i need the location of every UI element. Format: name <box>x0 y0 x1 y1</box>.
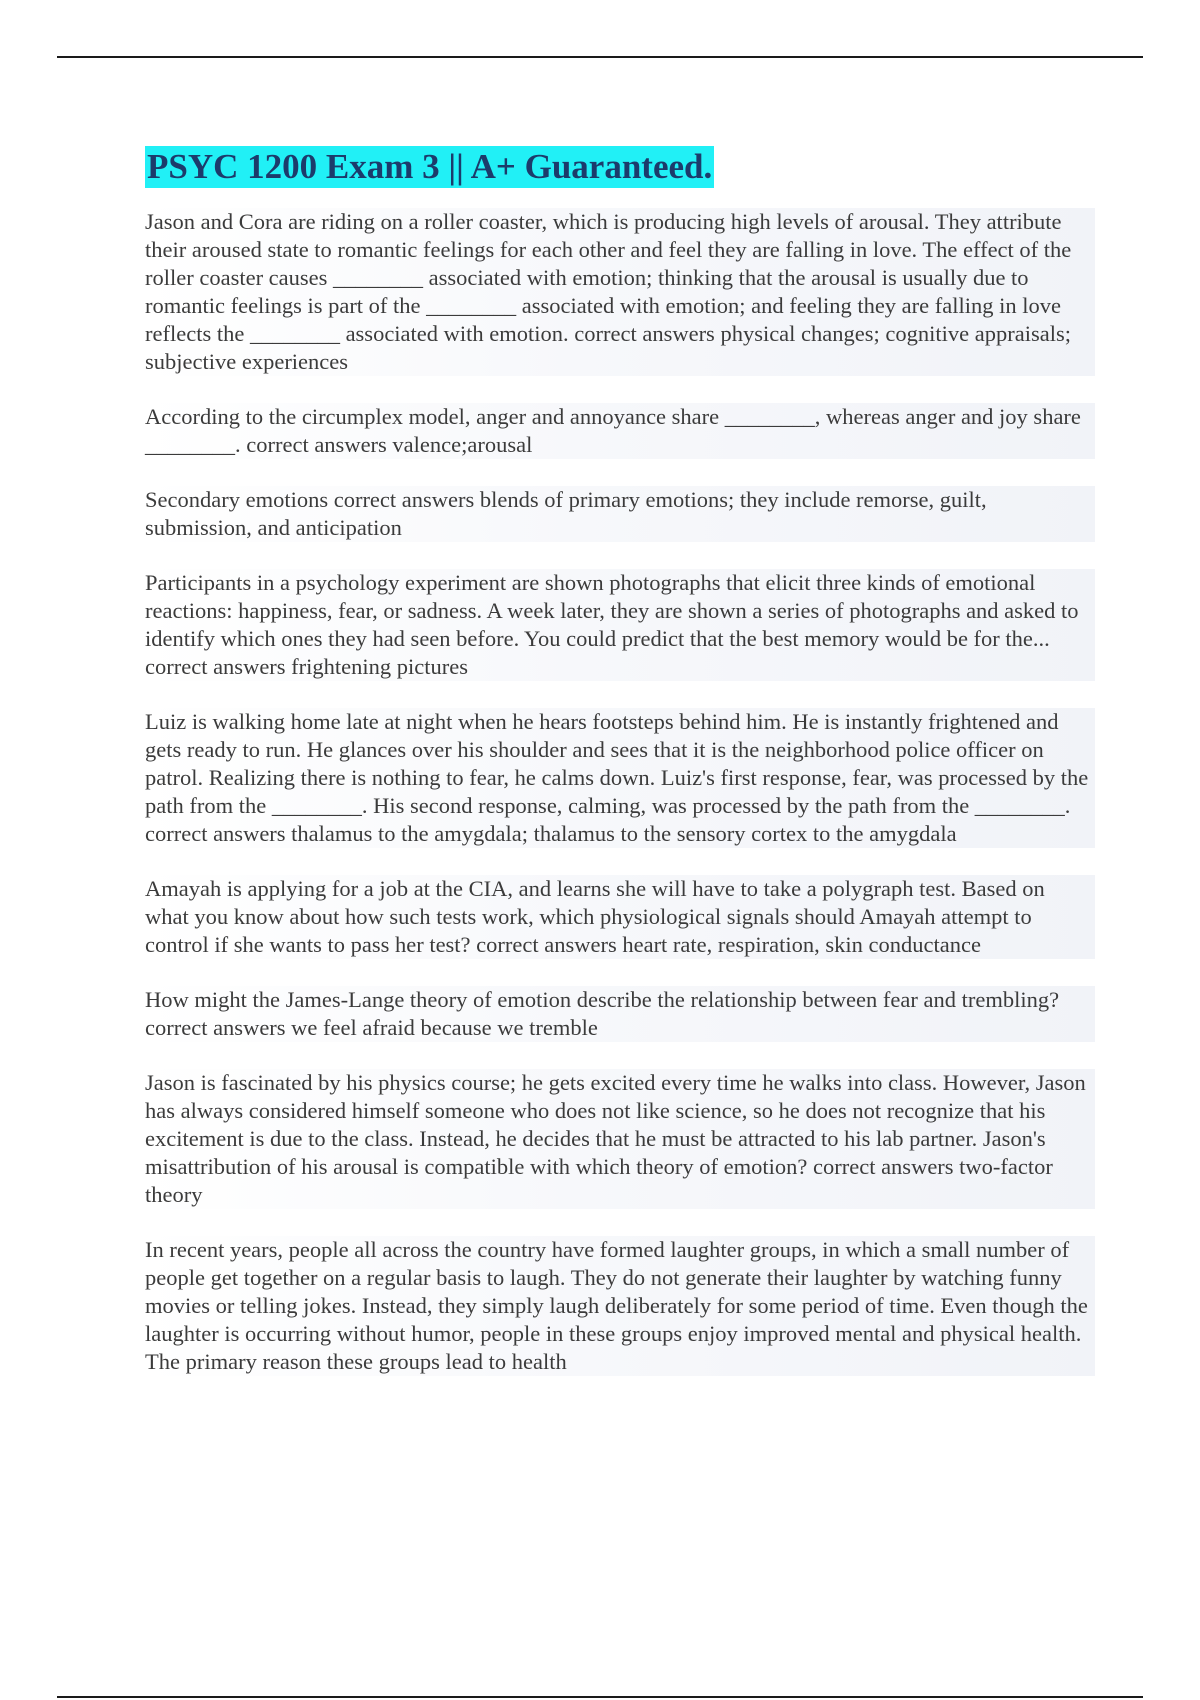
top-rule <box>57 56 1143 58</box>
qa-paragraph: Participants in a psychology experiment are shown photographs that elicit three kinds of emotional reactions: happiness, fear, or sadness. A week later, they are shown a series of photographs and asked to identify which ones they had seen before. You could predict that the best memory would be for the... correct answers frightening pictures <box>145 569 1095 681</box>
qa-paragraph: In recent years, people all across the country have formed laughter groups, in which a small number of people get together on a regular basis to laugh. They do not generate their laughter by watching funny movies or telling jokes. Instead, they simply laugh deliberately for some period of time. Even though the laughter is occurring without humor, people in these groups enjoy improved mental and physical health. The primary reason these groups lead to health <box>145 1236 1095 1376</box>
qa-paragraph: Jason and Cora are riding on a roller coaster, which is producing high levels of arousal. They attribute their aroused state to romantic feelings for each other and feel they are falling in love. The effect of the roller coaster causes ________ associated with emotion; thinking that the arousal is usually due to romantic feelings is part of the ________ associated with emotion; and feeling they are falling in love reflects the ________ associated with emotion. correct answers physical changes; cognitive appraisals; subjective experiences <box>145 208 1095 376</box>
qa-paragraph: Luiz is walking home late at night when he hears footsteps behind him. He is instantly frightened and gets ready to run. He glances over his shoulder and sees that it is the neighborhood police officer on patrol. Realizing there is nothing to fear, he calms down. Luiz's first response, fear, was processed by the path from the ________. His second response, calming, was processed by the path from the ________. correct answers thalamus to the amygdala; thalamus to the sensory cortex to the amygdala <box>145 708 1095 848</box>
document-body <box>145 146 1095 1403</box>
bottom-rule <box>57 1696 1143 1698</box>
qa-paragraph: Jason is fascinated by his physics course; he gets excited every time he walks into class. However, Jason has always considered himself someone who does not like science, so he does not recognize that his excitement is due to the class. Instead, he decides that he must be attracted to his lab partner. Jason's misattribution of his arousal is compatible with which theory of emotion? correct answers two-factor theory <box>145 1069 1095 1209</box>
qa-paragraph: Amayah is applying for a job at the CIA, and learns she will have to take a polygraph test. Based on what you know about how such tests work, which physiological signals should Amayah attempt to control if she wants to pass her test? correct answers heart rate, respiration, skin conductance <box>145 875 1095 959</box>
document-title: PSYC 1200 Exam 3 || A+ Guaranteed. <box>147 147 713 186</box>
qa-paragraph: How might the James-Lange theory of emotion describe the relationship between fear and trembling? correct answers we feel afraid because we tremble <box>145 986 1095 1042</box>
qa-paragraph: Secondary emotions correct answers blends of primary emotions; they include remorse, guilt, submission, and anticipation <box>145 486 1095 542</box>
qa-paragraph: According to the circumplex model, anger and annoyance share ________, whereas anger and joy share ________. correct answers valence;arousal <box>145 403 1095 459</box>
